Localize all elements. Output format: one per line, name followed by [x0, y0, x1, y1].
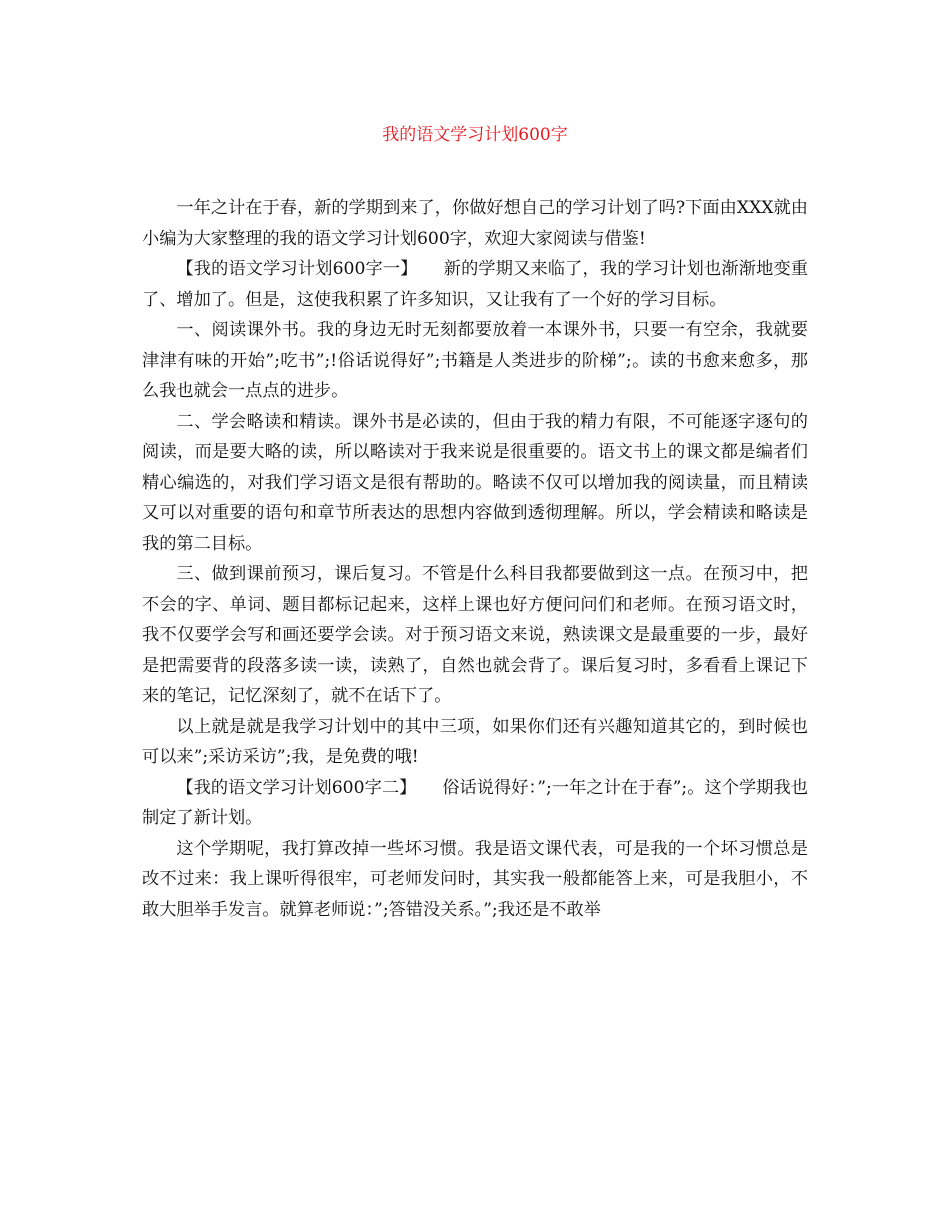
document-body [142, 193, 808, 925]
paragraph-plan-two-intro: 【我的语文学习计划600字二】 俗话说得好：”;一年之计在于春”;。这个学期我也制定了新计划。 [142, 777, 808, 828]
paragraph-intro: 一年之计在于春，新的学期到来了，你做好想自己的学习计划了吗?下面由XXX就由小编为大家整理的我的语文学习计划600字，欢迎大家阅读与借鉴! [142, 198, 808, 249]
paragraph-preview-review: 三、做到课前预习，课后复习。不管是什么科目我都要做到这一点。在预习中，把不会的字、单词、题目都标记起来，这样上课也好方便问问们和老师。在预习语文时，我不仅要学会写和画还要学会读。对于预习语文来说，熟读课文是最重要的一步，最好是把需要背的段落多读一读，读熟了，自然也就会背了。课后复习时，多看看上课记下来的笔记，记忆深刻了，就不在话下了。 [142, 564, 808, 706]
paragraph-plan-one-intro: 【我的语文学习计划600字一】 新的学期又来临了，我的学习计划也渐渐地变重了、增加了。但是，这使我积累了许多知识，又让我有了一个好的学习目标。 [142, 259, 808, 310]
paragraph-bad-habits: 这个学期呢，我打算改掉一些坏习惯。我是语文课代表，可是我的一个坏习惯总是改不过来：我上课听得很牢，可老师发问时，其实我一般都能答上来，可是我胆小，不敢大胆举手发言。就算老师说：”;答错没关系。”;我还是不敢举 [142, 838, 808, 920]
paragraph-skim-and-intensive: 二、学会略读和精读。课外书是必读的，但由于我的精力有限，不可能逐字逐句的阅读，而是要大略的读，所以略读对于我来说是很重要的。语文书上的课文都是编者们精心编选的，对我们学习语文是很有帮助的。略读不仅可以增加我的阅读量，而且精读又可以对重要的语句和章节所表达的思想内容做到透彻理解。所以，学会精读和略读是我的第二目标。 [142, 411, 808, 554]
paragraph-reading: 一、阅读课外书。我的身边无时无刻都要放着一本课外书，只要一有空余，我就要津津有味的开始”;吃书”;!俗话说得好”;书籍是人类进步的阶梯”;。读的书愈来愈多，那么我也就会一点点的进步。 [142, 320, 808, 401]
paragraph-conclusion-one: 以上就是就是我学习计划中的其中三项，如果你们还有兴趣知道其它的，到时候也可以来”;采访采访”;我，是免费的哦! [142, 716, 808, 767]
document-title: 我的语文学习计划600字 [382, 125, 568, 145]
